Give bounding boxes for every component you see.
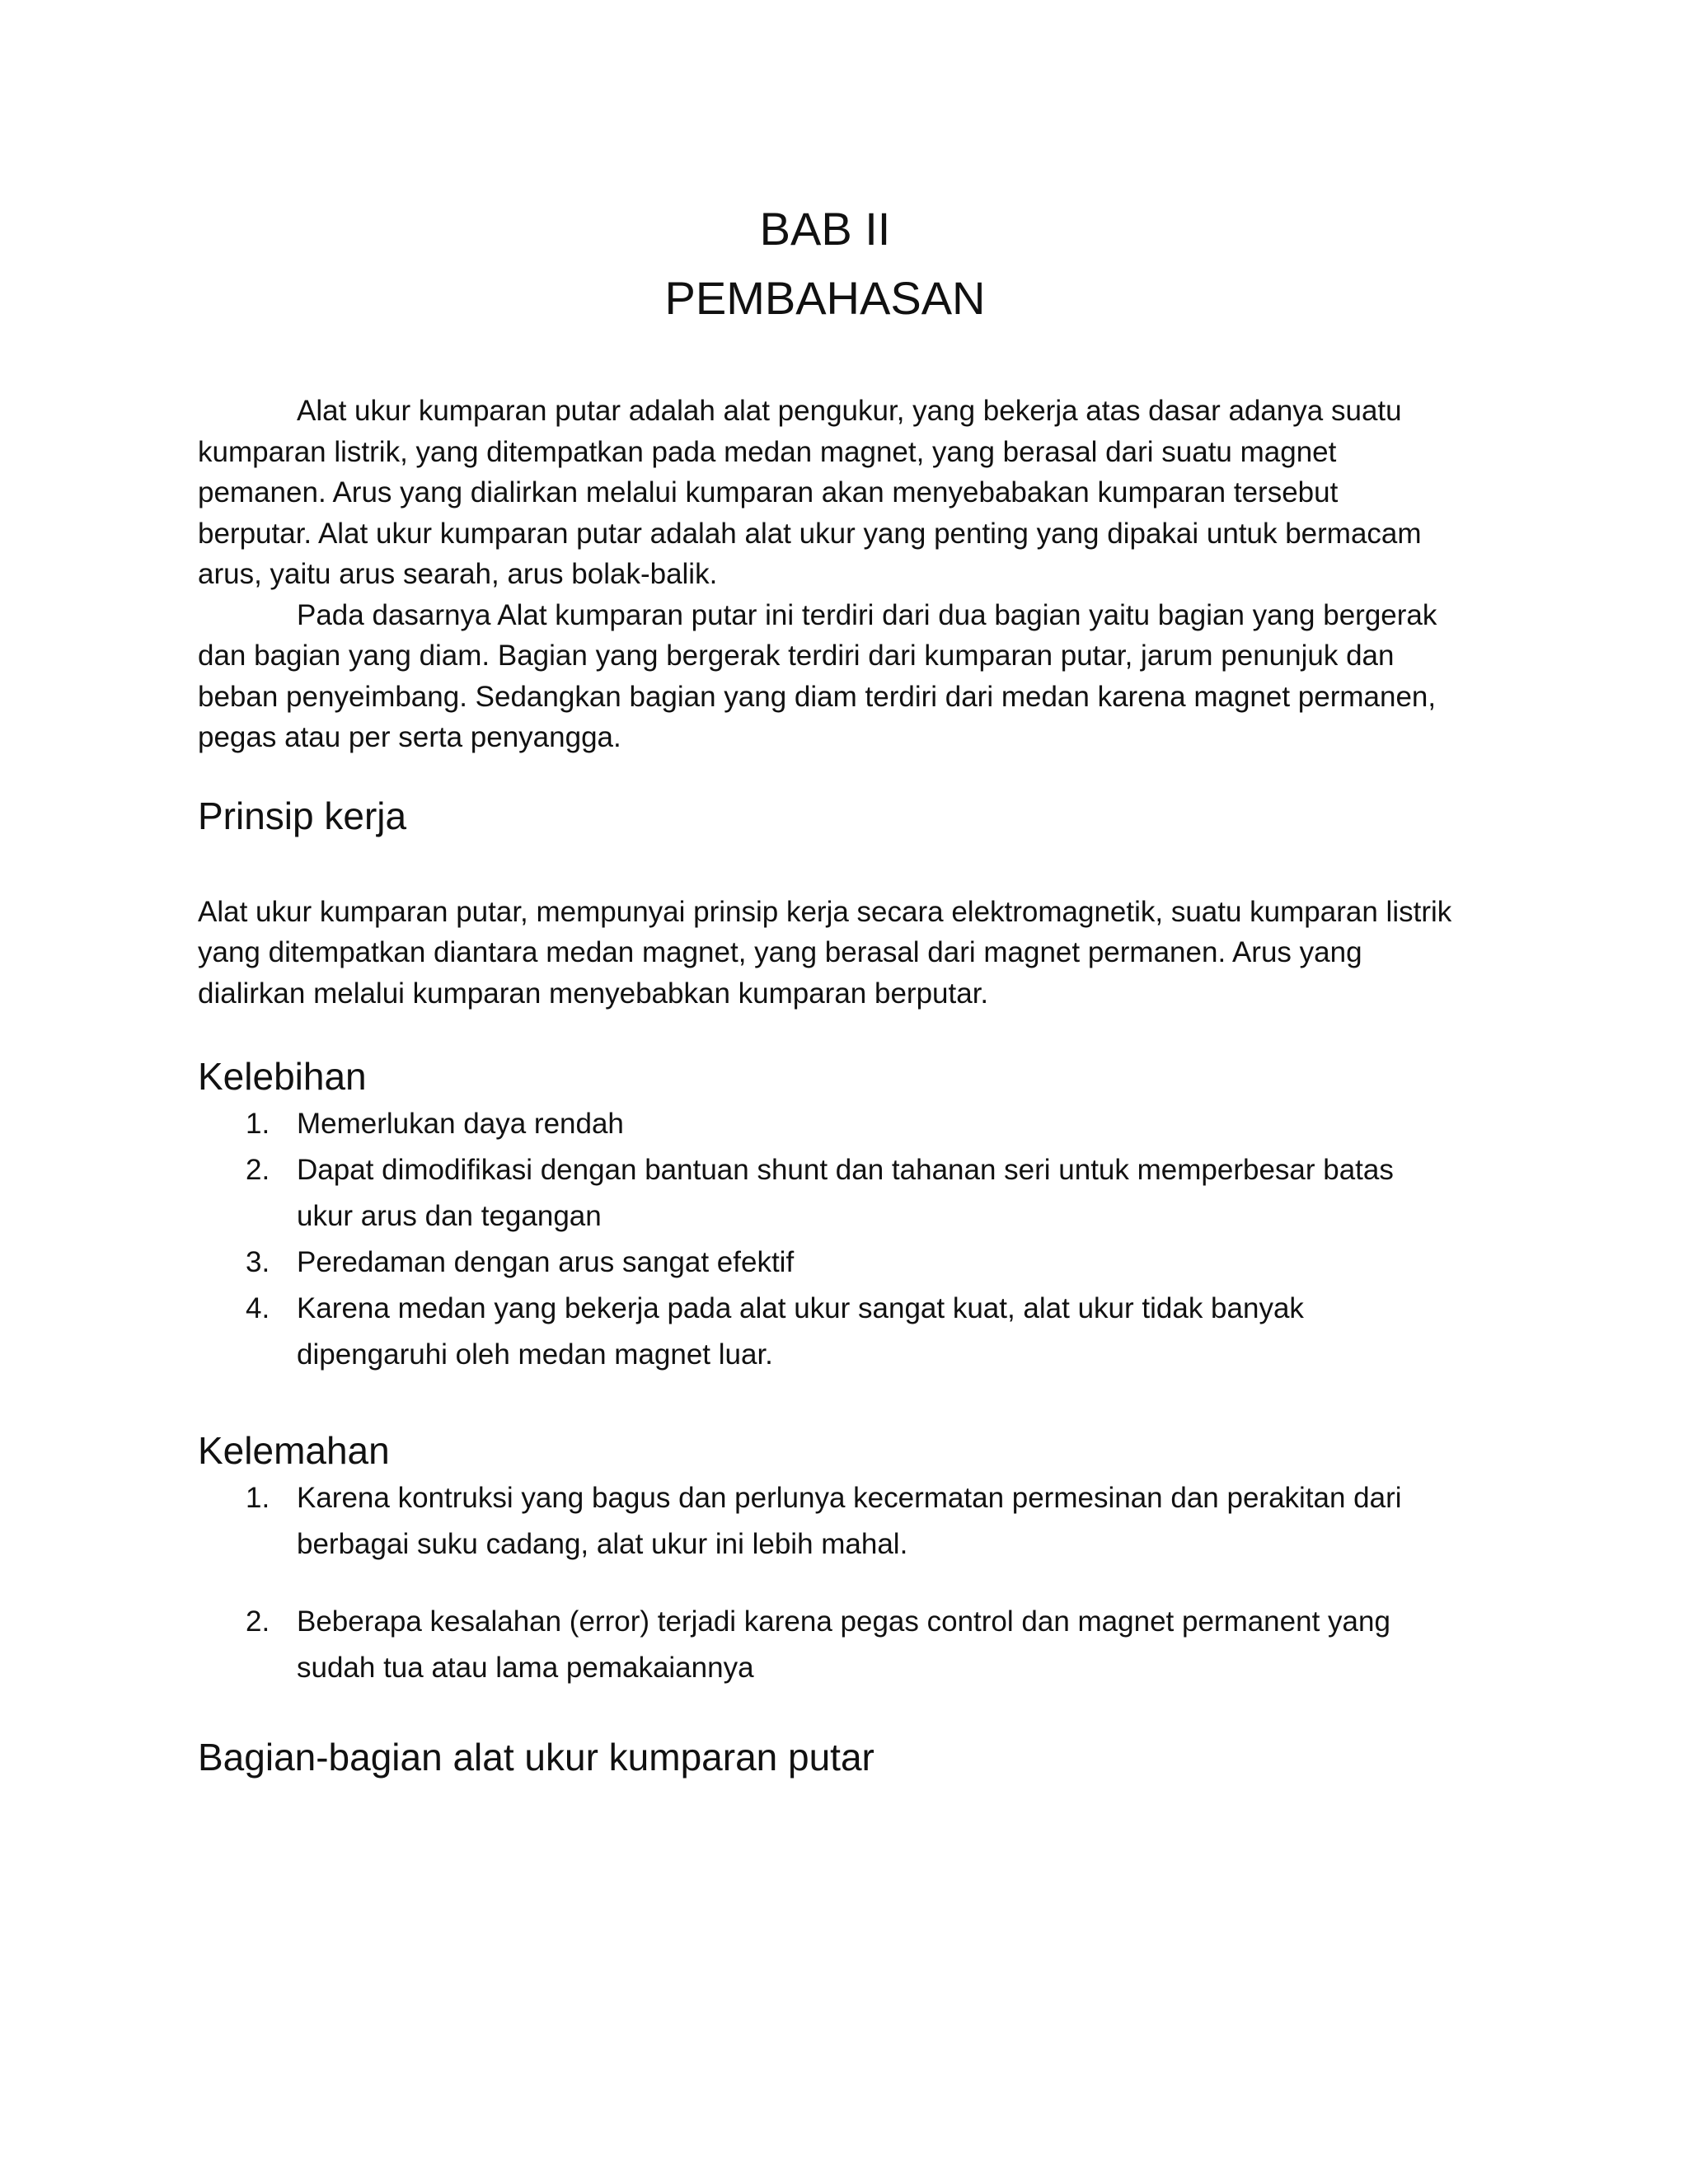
list-item-text: Memerlukan daya rendah xyxy=(297,1108,624,1140)
list-item xyxy=(198,1240,1452,1286)
list-item-text: Karena medan yang bekerja pada alat ukur sangat kuat, alat ukur tidak banyak dipengaruhi oleh medan magnet luar. xyxy=(297,1292,1304,1371)
list-item-text: Dapat dimodifikasi dengan bantuan shunt dan tahanan seri untuk memperbesar batas ukur arus dan tegangan xyxy=(297,1154,1394,1232)
list-item xyxy=(198,1147,1452,1240)
section-heading-kelemahan: Kelemahan xyxy=(198,1429,390,1472)
list-item-number: 1. xyxy=(246,1108,270,1140)
list-item-number: 2. xyxy=(246,1605,270,1638)
list-item-number: 4. xyxy=(246,1292,270,1324)
list-item-number: 1. xyxy=(246,1482,270,1514)
list-item xyxy=(198,1286,1452,1378)
chapter-heading xyxy=(198,194,1452,333)
kelebihan-list xyxy=(198,1101,1452,1378)
list-item-number: 2. xyxy=(246,1154,270,1186)
section-heading-kelebihan: Kelebihan xyxy=(198,1055,367,1098)
list-item-number: 3. xyxy=(246,1246,270,1278)
intro-paragraph: Alat ukur kumparan putar adalah alat pengukur, yang bekerja atas dasar adanya suatu kumparan listrik, yang ditempatkan pada medan magnet, yang berasal dari suatu magnet pemanen. Arus yang dialirkan melalui kumparan akan menyebabakan kumparan tersebut berputar. Alat ukur kumparan putar adalah alat ukur yang penting yang dipakai untuk bermacam arus, yaitu arus searah, arus bolak-balik. xyxy=(198,395,1422,590)
list-item-text: Karena kontruksi yang bagus dan perlunya kecermatan permesinan dan perakitan dari berbagai suku cadang, alat ukur ini lebih mahal. xyxy=(297,1482,1402,1560)
list-item-text: Peredaman dengan arus sangat efektif xyxy=(297,1246,795,1278)
kelemahan-list xyxy=(198,1475,1452,1691)
chapter-number: BAB II xyxy=(759,203,891,255)
prinsip-kerja-paragraph: Alat ukur kumparan putar, mempunyai prinsip kerja secara elektromagnetik, suatu kumparan listrik yang ditempatkan diantara medan magnet, yang berasal dari magnet permanen. Arus yang dialirkan melalui kumparan menyebabkan kumparan berputar. xyxy=(198,895,1452,1010)
section-heading-prinsip-kerja: Prinsip kerja xyxy=(198,794,407,837)
intro-paragraph: Pada dasarnya Alat kumparan putar ini terdiri dari dua bagian yaitu bagian yang bergerak dan bagian yang diam. Bagian yang bergerak terdiri dari kumparan putar, jarum penunjuk dan beban penyeimbang. Sedangkan bagian yang diam terdiri dari medan karena magnet permanen, pegas atau per serta penyangga. xyxy=(198,598,1437,753)
section-heading-bagian-bagian: Bagian-bagian alat ukur kumparan putar xyxy=(198,1736,874,1779)
list-item-text: Beberapa kesalahan (error) terjadi karena pegas control dan magnet permanent yang sudah tua atau lama pemakaiannya xyxy=(297,1605,1390,1684)
list-item xyxy=(198,1101,1452,1147)
intro-section xyxy=(198,391,1452,758)
chapter-title: PEMBAHASAN xyxy=(664,272,986,324)
document-page xyxy=(198,194,1452,1782)
list-item xyxy=(198,1599,1452,1691)
list-item xyxy=(198,1475,1452,1568)
